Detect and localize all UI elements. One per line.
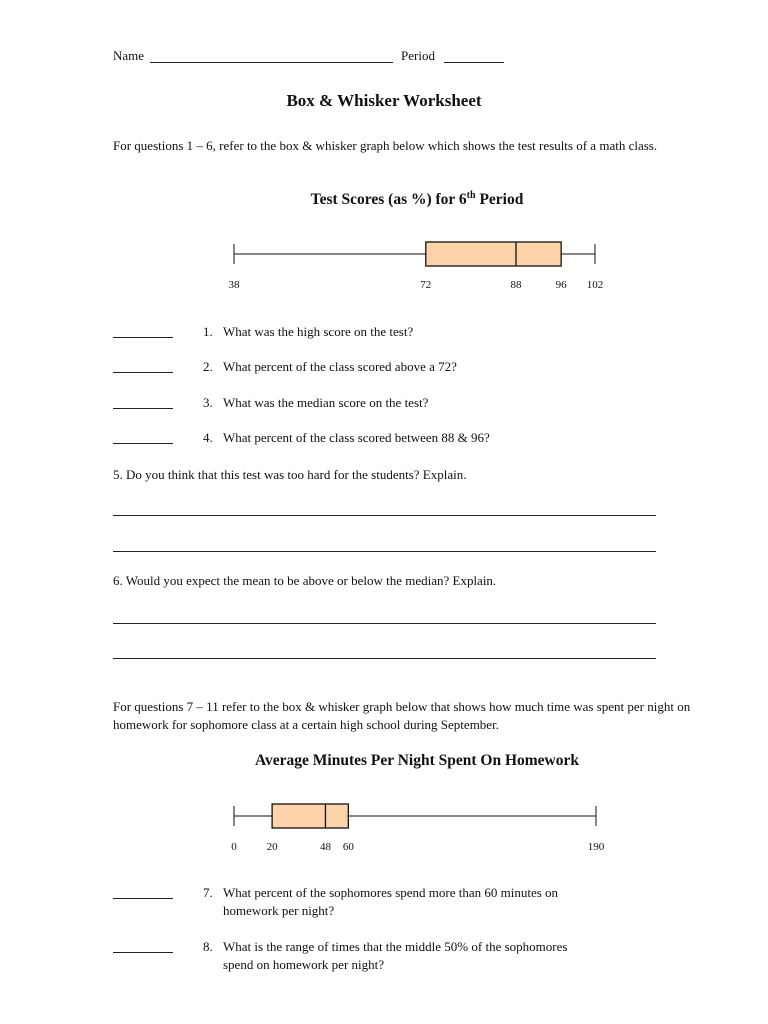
chart1-boxplot (0, 230, 768, 300)
chart2-title: Average Minutes Per Night Spent On Homework (254, 752, 580, 769)
question-7-line1: What percent of the sophomores spend more than 60 minutes on (223, 885, 559, 900)
question-8-line2: spend on homework per night? (223, 957, 385, 972)
answer-blank-4[interactable] (113, 443, 173, 444)
iqr-box (426, 242, 561, 266)
answer-line-5b[interactable] (113, 551, 656, 552)
name-label: Name (113, 48, 145, 63)
iqr-box (272, 804, 348, 828)
question-6: 6. Would you expect the mean to be above or below the median? Explain. (113, 573, 497, 588)
answer-blank-7[interactable] (113, 898, 173, 899)
question-2-text: What percent of the class scored above a 72? (223, 359, 457, 374)
question-8-number: 8. (203, 939, 213, 954)
question-3-number: 3. (203, 395, 213, 410)
tick-label: 88 (510, 279, 522, 291)
answer-line-5a[interactable] (113, 515, 656, 516)
page-title: Box & Whisker Worksheet (286, 91, 482, 110)
name-blank[interactable] (150, 62, 393, 63)
question-5: 5. Do you think that this test was too hard for the students? Explain. (113, 467, 467, 482)
chart2-boxplot (0, 792, 768, 862)
section2-intro: For questions 7 – 11 refer to the box & whisker graph below that shows how much time was spent per night on homework for sophomore class at a certain high school during September. (113, 699, 691, 732)
tick-label: 72 (420, 279, 432, 291)
answer-line-6a[interactable] (113, 623, 656, 624)
tick-label: 0 (231, 841, 237, 853)
period-blank[interactable] (444, 62, 504, 63)
answer-blank-3[interactable] (113, 408, 173, 409)
question-7-line2: homework per night? (223, 903, 335, 918)
question-1-text: What was the high score on the test? (223, 324, 414, 339)
answer-blank-1[interactable] (113, 337, 173, 338)
question-4-number: 4. (203, 430, 213, 445)
tick-label: 60 (342, 841, 354, 853)
answer-line-6b[interactable] (113, 658, 656, 659)
chart1-title-sup: th (466, 190, 476, 201)
tick-label: 190 (587, 841, 605, 853)
question-1-number: 1. (203, 324, 213, 339)
question-4-text: What percent of the class scored between 88 & 96? (223, 430, 490, 445)
period-label: Period (401, 48, 435, 63)
question-7-number: 7. (203, 885, 213, 900)
chart1-title-main: Test Scores (as %) for 6 (310, 191, 467, 209)
question-8-line1: What is the range of times that the middle 50% of the sophomores (223, 939, 568, 954)
answer-blank-8[interactable] (113, 952, 173, 953)
question-2-number: 2. (203, 359, 213, 374)
section1-intro: For questions 1 – 6, refer to the box & whisker graph below which shows the test results of a math class. (113, 138, 658, 153)
chart1-title-end: Period (475, 191, 524, 209)
question-3-text: What was the median score on the test? (223, 395, 429, 410)
tick-label: 96 (555, 279, 567, 291)
tick-label: 48 (319, 841, 331, 853)
tick-label: 102 (586, 279, 604, 291)
tick-label: 20 (266, 841, 278, 853)
answer-blank-2[interactable] (113, 372, 173, 373)
chart1-title (0, 190, 768, 209)
tick-label: 38 (228, 279, 240, 291)
